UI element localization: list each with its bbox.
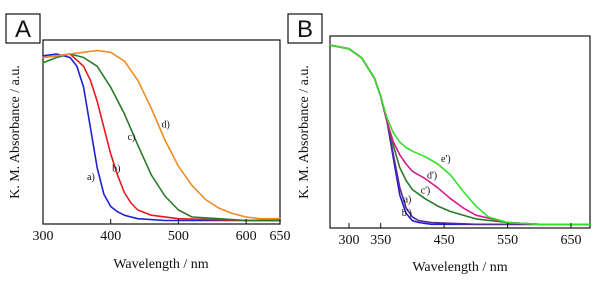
series-layer	[330, 45, 590, 224]
series-line-4	[43, 51, 280, 219]
x-tick-label: 550	[497, 233, 519, 248]
panel-tag: A	[14, 16, 32, 43]
x-tick-label: 350	[370, 233, 392, 248]
panel-tag: B	[296, 16, 314, 43]
curve-label: b)	[112, 163, 121, 175]
series-line-2	[43, 54, 280, 221]
panel-a-chart	[6, 14, 291, 272]
curve-label: d)	[161, 119, 170, 131]
x-tick-label: 300	[338, 233, 360, 248]
y-axis-label: K. M. Absorbance / a.u.	[297, 65, 312, 199]
plot-frame	[330, 36, 590, 228]
curve-label: d')	[427, 170, 438, 182]
series-layer	[43, 51, 280, 221]
curve-label: a)	[403, 194, 412, 206]
x-tick-label: 650	[269, 229, 291, 244]
series-line-2	[330, 45, 590, 224]
y-axis-label: K. M. Absorbance / a.u.	[8, 65, 23, 199]
series-line-4	[330, 45, 590, 224]
x-tick-label: 300	[32, 229, 54, 244]
curve-label: e')	[441, 154, 451, 166]
curve-label: c)	[127, 131, 136, 143]
curve-label: c')	[420, 185, 431, 197]
curve-label-layer	[402, 154, 451, 219]
x-tick-label: 400	[100, 229, 122, 244]
x-tick-layer	[339, 223, 582, 248]
series-line-3	[330, 45, 590, 224]
x-tick-label: 450	[433, 233, 455, 248]
x-tick-label: 650	[560, 233, 582, 248]
panel-b-chart	[288, 14, 590, 275]
x-tick-label: 600	[235, 229, 257, 244]
curve-label: b')	[401, 208, 412, 220]
series-line-1	[43, 54, 280, 221]
x-tick-layer	[33, 219, 291, 244]
series-line-3	[43, 54, 280, 221]
x-axis-label: Wavelength / nm	[412, 260, 508, 275]
series-line-1	[330, 45, 590, 224]
series-line-5	[330, 45, 590, 224]
x-tick-label: 500	[167, 229, 189, 244]
curve-label: a)	[87, 172, 95, 184]
x-axis-label: Wavelength / nm	[113, 257, 209, 272]
